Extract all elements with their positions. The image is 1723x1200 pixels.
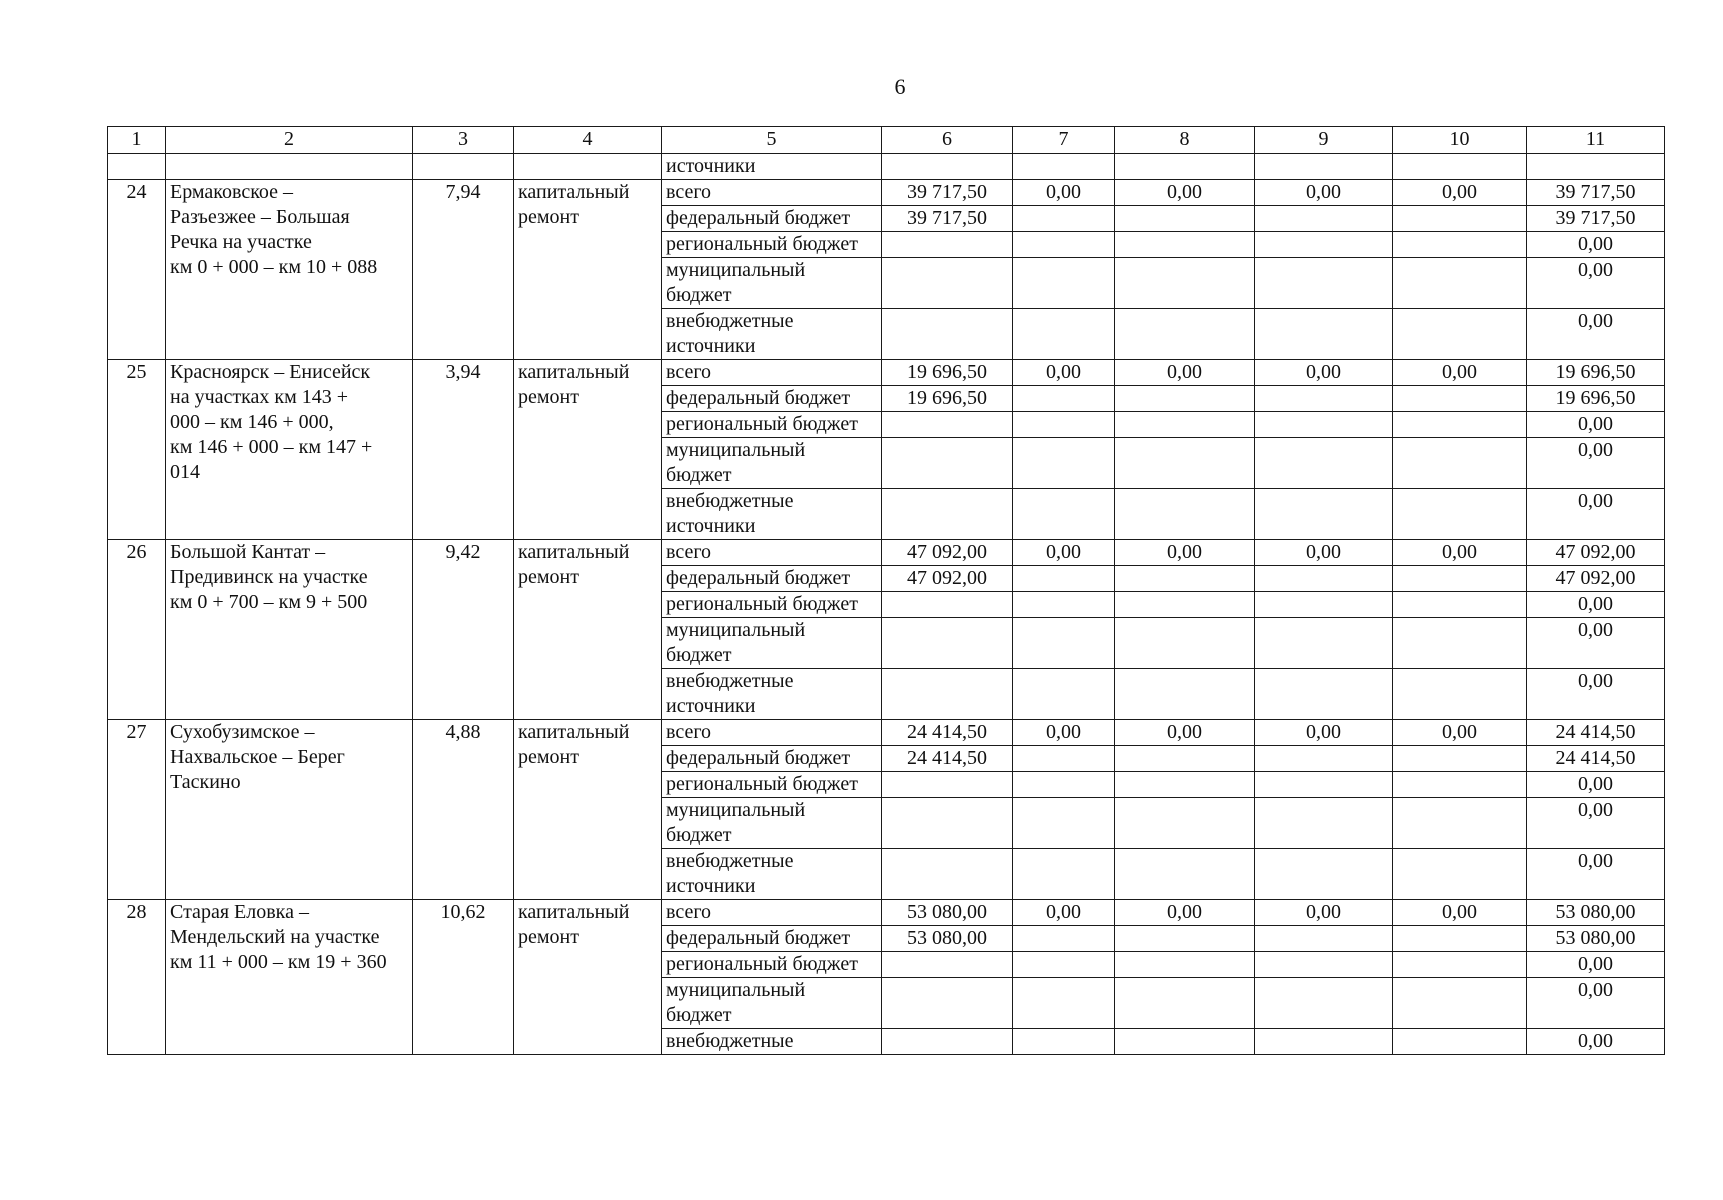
amount-col7-cell [1013,566,1115,592]
funding-source-cell: внебюджетные [662,1029,882,1055]
amount-col6-cell [882,798,1013,849]
table-row [108,180,1665,206]
column-header: 11 [1527,127,1665,154]
amount-col10-cell [1393,926,1527,952]
amount-col9-cell: 0,00 [1255,540,1393,566]
amount-col10-cell [1393,798,1527,849]
amount-col10-cell [1393,978,1527,1029]
funding-source-cell: всего [662,720,882,746]
amount-col9-cell [1255,669,1393,720]
amount-col6-cell: 19 696,50 [882,386,1013,412]
project-number-cell: 27 [108,720,166,900]
amount-col6-cell: 53 080,00 [882,926,1013,952]
amount-col8-cell [1115,978,1255,1029]
amount-col7-cell: 0,00 [1013,360,1115,386]
total-cell: 0,00 [1527,772,1665,798]
amount-col8-cell [1115,232,1255,258]
column-header: 5 [662,127,882,154]
amount-col9-cell: 0,00 [1255,900,1393,926]
amount-col7-cell: 0,00 [1013,540,1115,566]
funding-source-cell: муниципальный бюджет [662,438,882,489]
amount-col10-cell [1393,309,1527,360]
total-cell: 0,00 [1527,618,1665,669]
total-cell: 0,00 [1527,592,1665,618]
project-number-cell: 24 [108,180,166,360]
amount-col10-cell [1393,386,1527,412]
amount-col8-cell [1115,849,1255,900]
amount-col9-cell: 0,00 [1255,360,1393,386]
empty-cell [1527,154,1665,180]
total-cell: 0,00 [1527,849,1665,900]
funding-source-cell: региональный бюджет [662,772,882,798]
amount-col6-cell: 53 080,00 [882,900,1013,926]
amount-col6-cell [882,669,1013,720]
amount-col7-cell: 0,00 [1013,900,1115,926]
total-cell: 0,00 [1527,258,1665,309]
total-cell: 0,00 [1527,438,1665,489]
amount-col7-cell [1013,386,1115,412]
funding-source-cell: внебюджетные источники [662,309,882,360]
funding-source-cell: всего [662,180,882,206]
amount-col7-cell [1013,952,1115,978]
funding-source-cell: региональный бюджет [662,952,882,978]
work-type-cell: капитальный ремонт [514,180,662,360]
amount-col9-cell [1255,772,1393,798]
empty-cell [1115,154,1255,180]
amount-col6-cell [882,489,1013,540]
amount-col8-cell [1115,566,1255,592]
amount-col10-cell [1393,849,1527,900]
funding-source-cell: федеральный бюджет [662,926,882,952]
amount-col8-cell [1115,798,1255,849]
funding-source-cell: муниципальный бюджет [662,258,882,309]
amount-col8-cell: 0,00 [1115,720,1255,746]
amount-col6-cell [882,618,1013,669]
funding-source-cell: внебюджетные источники [662,489,882,540]
funding-source-cell: всего [662,900,882,926]
amount-col6-cell [882,592,1013,618]
amount-col9-cell [1255,1029,1393,1055]
amount-col8-cell [1115,926,1255,952]
amount-col9-cell [1255,746,1393,772]
funding-source-cell: федеральный бюджет [662,566,882,592]
amount-col9-cell [1255,926,1393,952]
amount-col6-cell: 39 717,50 [882,180,1013,206]
road-name-cell: Ермаковское – Разъезжее – Большая Речка на участке км 0 + 000 – км 10 + 088 [166,180,413,360]
total-cell: 19 696,50 [1527,360,1665,386]
work-type-cell: капитальный ремонт [514,540,662,720]
amount-col8-cell [1115,772,1255,798]
total-cell: 39 717,50 [1527,206,1665,232]
amount-col10-cell [1393,438,1527,489]
amount-col8-cell [1115,618,1255,669]
total-cell: 39 717,50 [1527,180,1665,206]
amount-col9-cell [1255,309,1393,360]
amount-col9-cell [1255,412,1393,438]
amount-col10-cell [1393,232,1527,258]
financing-table [107,126,1665,1055]
amount-col10-cell [1393,489,1527,540]
funding-source-cell: региональный бюджет [662,232,882,258]
work-type-cell: капитальный ремонт [514,900,662,1055]
amount-col7-cell [1013,849,1115,900]
road-name-cell: Сухобузимское – Нахвальское – Берег Таскино [166,720,413,900]
project-number-cell: 28 [108,900,166,1055]
amount-col8-cell [1115,1029,1255,1055]
column-header: 2 [166,127,413,154]
funding-source-cell: источники [662,154,882,180]
total-cell: 53 080,00 [1527,926,1665,952]
amount-col7-cell [1013,232,1115,258]
amount-col6-cell: 19 696,50 [882,360,1013,386]
amount-col10-cell [1393,566,1527,592]
column-header: 8 [1115,127,1255,154]
amount-col6-cell [882,309,1013,360]
length-cell: 10,62 [413,900,514,1055]
amount-col7-cell [1013,206,1115,232]
total-cell: 24 414,50 [1527,720,1665,746]
amount-col8-cell [1115,206,1255,232]
table-body [108,127,1665,1055]
total-cell: 47 092,00 [1527,540,1665,566]
column-header: 6 [882,127,1013,154]
total-cell: 0,00 [1527,232,1665,258]
total-cell: 24 414,50 [1527,746,1665,772]
funding-source-cell: муниципальный бюджет [662,798,882,849]
amount-col8-cell [1115,952,1255,978]
empty-cell [108,154,166,180]
amount-col6-cell [882,412,1013,438]
amount-col9-cell [1255,566,1393,592]
amount-col8-cell [1115,309,1255,360]
carry-over-row [108,154,1665,180]
amount-col8-cell [1115,746,1255,772]
amount-col9-cell [1255,489,1393,540]
empty-cell [514,154,662,180]
length-cell: 3,94 [413,360,514,540]
amount-col10-cell: 0,00 [1393,540,1527,566]
amount-col10-cell [1393,206,1527,232]
column-header: 9 [1255,127,1393,154]
project-number-cell: 26 [108,540,166,720]
amount-col6-cell: 39 717,50 [882,206,1013,232]
table-row [108,900,1665,926]
amount-col6-cell [882,232,1013,258]
empty-cell [166,154,413,180]
amount-col7-cell [1013,978,1115,1029]
funding-source-cell: всего [662,360,882,386]
total-cell: 47 092,00 [1527,566,1665,592]
total-cell: 0,00 [1527,952,1665,978]
project-number-cell: 25 [108,360,166,540]
amount-col7-cell [1013,618,1115,669]
amount-col10-cell [1393,669,1527,720]
amount-col6-cell [882,1029,1013,1055]
amount-col9-cell [1255,232,1393,258]
amount-col6-cell [882,772,1013,798]
amount-col6-cell: 47 092,00 [882,566,1013,592]
total-cell: 0,00 [1527,798,1665,849]
amount-col7-cell [1013,438,1115,489]
column-header: 4 [514,127,662,154]
amount-col7-cell [1013,258,1115,309]
amount-col10-cell [1393,258,1527,309]
table-row [108,360,1665,386]
total-cell: 0,00 [1527,412,1665,438]
amount-col9-cell [1255,952,1393,978]
amount-col6-cell [882,258,1013,309]
funding-source-cell: муниципальный бюджет [662,978,882,1029]
amount-col9-cell [1255,618,1393,669]
amount-col7-cell [1013,798,1115,849]
empty-cell [1255,154,1393,180]
column-header: 3 [413,127,514,154]
funding-source-cell: региональный бюджет [662,412,882,438]
total-cell: 19 696,50 [1527,386,1665,412]
funding-source-cell: всего [662,540,882,566]
column-header: 10 [1393,127,1527,154]
amount-col9-cell: 0,00 [1255,720,1393,746]
funding-source-cell: региональный бюджет [662,592,882,618]
empty-cell [882,154,1013,180]
table-row [108,540,1665,566]
total-cell: 0,00 [1527,1029,1665,1055]
total-cell: 53 080,00 [1527,900,1665,926]
amount-col10-cell: 0,00 [1393,720,1527,746]
total-cell: 0,00 [1527,489,1665,540]
funding-source-cell: федеральный бюджет [662,206,882,232]
amount-col6-cell [882,438,1013,489]
amount-col7-cell: 0,00 [1013,180,1115,206]
amount-col7-cell [1013,669,1115,720]
length-cell: 4,88 [413,720,514,900]
amount-col8-cell: 0,00 [1115,540,1255,566]
amount-col7-cell [1013,309,1115,360]
empty-cell [1013,154,1115,180]
amount-col6-cell: 24 414,50 [882,720,1013,746]
amount-col10-cell [1393,772,1527,798]
amount-col10-cell [1393,618,1527,669]
amount-col7-cell [1013,772,1115,798]
road-name-cell: Красноярск – Енисейск на участках км 143 + 000 – км 146 + 000, км 146 + 000 – км 147 + 014 [166,360,413,540]
funding-source-cell: федеральный бюджет [662,386,882,412]
length-cell: 7,94 [413,180,514,360]
column-number-header-row [108,127,1665,154]
amount-col7-cell [1013,1029,1115,1055]
amount-col10-cell [1393,746,1527,772]
amount-col9-cell [1255,438,1393,489]
amount-col8-cell: 0,00 [1115,360,1255,386]
amount-col6-cell [882,952,1013,978]
amount-col7-cell [1013,412,1115,438]
amount-col10-cell: 0,00 [1393,360,1527,386]
road-name-cell: Большой Кантат – Предивинск на участке км 0 + 700 – км 9 + 500 [166,540,413,720]
funding-source-cell: внебюджетные источники [662,669,882,720]
total-cell: 0,00 [1527,309,1665,360]
amount-col8-cell [1115,438,1255,489]
amount-col9-cell [1255,798,1393,849]
column-header: 1 [108,127,166,154]
amount-col10-cell: 0,00 [1393,900,1527,926]
amount-col6-cell [882,849,1013,900]
amount-col10-cell [1393,412,1527,438]
amount-col8-cell [1115,669,1255,720]
amount-col9-cell: 0,00 [1255,180,1393,206]
amount-col9-cell [1255,849,1393,900]
amount-col9-cell [1255,258,1393,309]
amount-col7-cell [1013,592,1115,618]
amount-col7-cell: 0,00 [1013,720,1115,746]
total-cell: 0,00 [1527,669,1665,720]
empty-cell [1393,154,1527,180]
amount-col6-cell: 47 092,00 [882,540,1013,566]
amount-col8-cell [1115,258,1255,309]
amount-col9-cell [1255,592,1393,618]
amount-col8-cell [1115,386,1255,412]
amount-col7-cell [1013,746,1115,772]
page-number: 6 [894,74,906,99]
amount-col7-cell [1013,926,1115,952]
funding-source-cell: федеральный бюджет [662,746,882,772]
total-cell: 0,00 [1527,978,1665,1029]
funding-source-cell: внебюджетные источники [662,849,882,900]
amount-col6-cell [882,978,1013,1029]
column-header: 7 [1013,127,1115,154]
empty-cell [413,154,514,180]
funding-source-cell: муниципальный бюджет [662,618,882,669]
amount-col9-cell [1255,206,1393,232]
amount-col7-cell [1013,489,1115,540]
amount-col8-cell [1115,412,1255,438]
amount-col10-cell: 0,00 [1393,180,1527,206]
table-row [108,720,1665,746]
amount-col9-cell [1255,978,1393,1029]
length-cell: 9,42 [413,540,514,720]
work-type-cell: капитальный ремонт [514,720,662,900]
amount-col8-cell: 0,00 [1115,180,1255,206]
road-name-cell: Старая Еловка – Мендельский на участке км 11 + 000 – км 19 + 360 [166,900,413,1055]
amount-col9-cell [1255,386,1393,412]
amount-col8-cell [1115,592,1255,618]
work-type-cell: капитальный ремонт [514,360,662,540]
amount-col8-cell: 0,00 [1115,900,1255,926]
amount-col10-cell [1393,952,1527,978]
amount-col10-cell [1393,1029,1527,1055]
amount-col10-cell [1393,592,1527,618]
amount-col8-cell [1115,489,1255,540]
amount-col6-cell: 24 414,50 [882,746,1013,772]
